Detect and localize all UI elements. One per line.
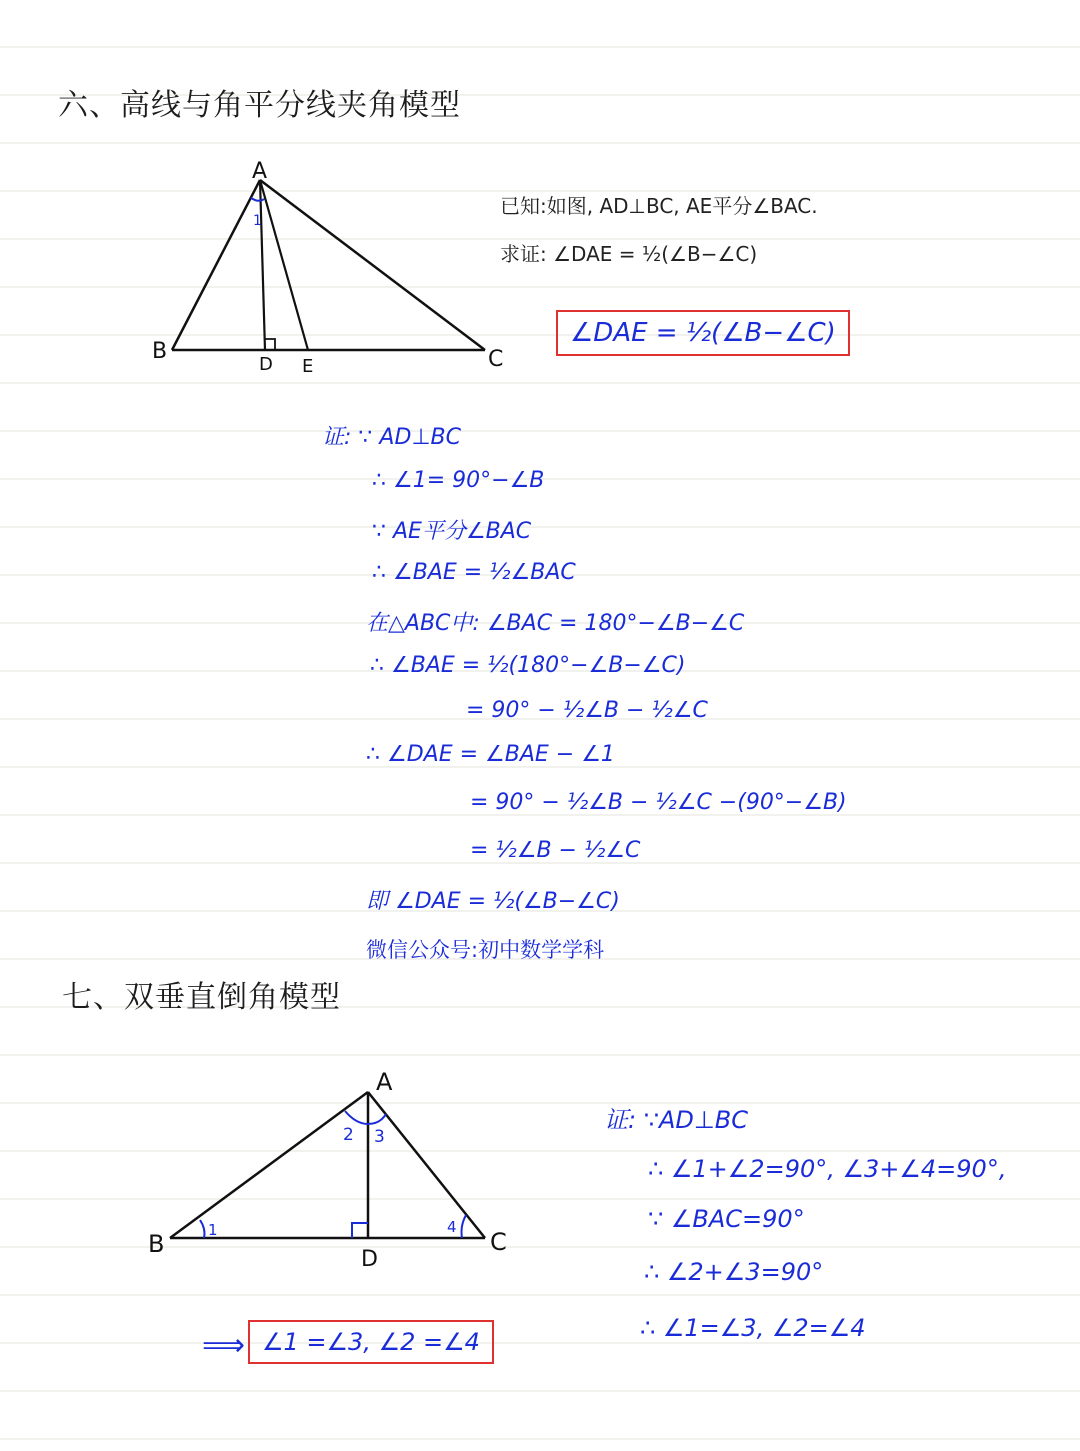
- proof6-line-9: = 90° − ½∠B − ½∠C −(90°−∠B): [470, 790, 847, 815]
- section6-title: 六、高线与角平分线夹角模型: [58, 88, 461, 123]
- proof6-line-3: ∵ AE平分∠BAC: [372, 519, 532, 544]
- label-vertex-c: C: [490, 1228, 507, 1256]
- side-ab: [172, 180, 260, 350]
- proof7-line-1: 证: ∵AD⊥BC: [604, 1106, 749, 1134]
- label-vertex-b: B: [148, 1230, 165, 1258]
- label-angle3: 3: [374, 1127, 385, 1147]
- proof6-line-2: ∴ ∠1= 90°−∠B: [372, 468, 545, 493]
- result-box-dae: ∠DAE = ½(∠B−∠C): [556, 310, 850, 356]
- label-angle2: 2: [343, 1125, 354, 1145]
- section7-title: 七、双垂直倒角模型: [62, 980, 341, 1015]
- label-vertex-d: D: [259, 354, 273, 375]
- side-ac: [260, 180, 485, 350]
- label-vertex-b: B: [152, 339, 168, 364]
- proof6-line-7: = 90° − ½∠B − ½∠C: [466, 698, 708, 723]
- angle4-arc: [462, 1215, 467, 1238]
- angle1-arc: [251, 198, 264, 201]
- prove-statement: 求证: ∠DAE = ½(∠B−∠C): [500, 242, 758, 266]
- side-ab: [170, 1092, 368, 1238]
- label-angle4: 4: [447, 1218, 457, 1236]
- angle-arc-at-a: [345, 1111, 386, 1124]
- proof7-line-5: ∴ ∠1=∠3, ∠2=∠4: [640, 1314, 866, 1342]
- angle1-arc: [200, 1220, 205, 1238]
- triangle-diagram-double-perpendicular: [140, 1060, 520, 1275]
- right-angle-mark-d: [352, 1223, 368, 1238]
- label-vertex-c: C: [488, 347, 504, 372]
- proof6-line-5: 在△ABC中: ∠BAC = 180°−∠B−∠C: [366, 611, 745, 636]
- proof7-line-2: ∴ ∠1+∠2=90°, ∠3+∠4=90°,: [648, 1155, 1007, 1183]
- proof6-line-1: 证: ∵ AD⊥BC: [322, 425, 462, 450]
- bisector-ae: [260, 180, 308, 350]
- right-angle-mark: [265, 339, 275, 350]
- given-statement: 已知:如图, AD⊥BC, AE平分∠BAC.: [500, 194, 818, 218]
- label-angle1: 1: [208, 1221, 218, 1239]
- label-vertex-a: A: [252, 159, 268, 184]
- result-box-angles: ∠1 =∠3, ∠2 =∠4: [248, 1320, 494, 1364]
- proof6-line-8: ∴ ∠DAE = ∠BAE − ∠1: [366, 742, 615, 767]
- label-vertex-e: E: [302, 356, 314, 377]
- altitude-ad: [260, 180, 265, 350]
- proof7-line-4: ∴ ∠2+∠3=90°: [644, 1258, 824, 1286]
- proof6-line-4: ∴ ∠BAE = ½∠BAC: [372, 560, 576, 585]
- triangle-diagram-altitude-bisector: [140, 150, 520, 380]
- wechat-footer: 微信公众号:初中数学学科: [366, 938, 605, 962]
- implies-arrow: ⟹: [202, 1328, 246, 1363]
- proof6-line-10: = ½∠B − ½∠C: [470, 838, 641, 863]
- label-angle1: 1: [253, 213, 262, 229]
- label-vertex-a: A: [376, 1068, 393, 1096]
- proof6-line-11: 即 ∠DAE = ½(∠B−∠C): [366, 889, 620, 914]
- proof7-line-3: ∵ ∠BAC=90°: [648, 1205, 805, 1233]
- proof6-line-6: ∴ ∠BAE = ½(180°−∠B−∠C): [370, 653, 686, 678]
- label-vertex-d: D: [361, 1247, 378, 1272]
